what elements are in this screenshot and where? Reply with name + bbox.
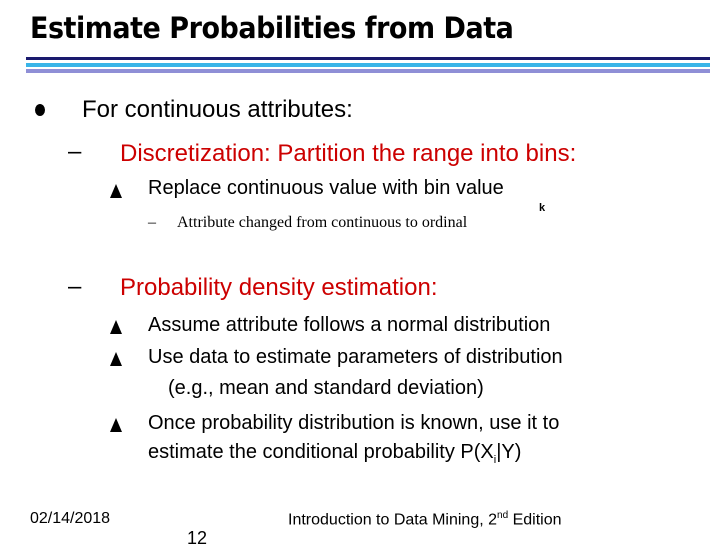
subscript-i: i [493, 454, 497, 466]
ordinal-marker: k [539, 202, 546, 214]
book-title-text: Introduction to Data Mining, 2 [288, 511, 498, 529]
triangle-bullet-icon [110, 184, 124, 198]
book-edition-sup: nd [497, 510, 509, 521]
bullet-attribute-changed: Attribute changed from continuous to ordinal [177, 214, 468, 231]
bullet-estimate-parameters-cont: (e.g., mean and standard deviation) [168, 377, 484, 399]
triangle-bullet-icon [110, 418, 124, 432]
title-rule-dark [26, 57, 710, 60]
slide-title: Estimate Probabilities from Data [30, 11, 514, 45]
discretization-description: Partition the range into bins: [270, 140, 577, 167]
dash-bullet-icon: – [148, 214, 156, 231]
triangle-bullet-icon [110, 352, 124, 366]
dash-bullet-icon: – [68, 273, 82, 300]
page-number: 12 [187, 528, 208, 548]
conditional-prob-suffix: |Y) [496, 441, 522, 463]
title-rule-cyan [26, 63, 710, 67]
footer-date: 02/14/2018 [30, 510, 111, 527]
bullet-probability-density [120, 274, 437, 302]
discretization-term: Discretization: [120, 140, 271, 167]
triangle-bullet-icon [110, 320, 124, 334]
bullet-estimate-parameters: Use data to estimate parameters of distribution [148, 346, 563, 368]
bullet-once-known: Once probability distribution is known, use it to [148, 412, 560, 434]
conditional-prob-text: estimate the conditional probability P(X [148, 441, 494, 463]
round-bullet-icon [35, 104, 45, 116]
bullet-continuous-attributes: For continuous attributes: [82, 96, 353, 123]
bullet-replace-value: Replace continuous value with bin value [148, 177, 504, 199]
bullet-assume-normal: Assume attribute follows a normal distribution [148, 314, 551, 336]
title-rule-purple [26, 69, 710, 73]
footer-book-title [288, 510, 562, 529]
probability-density-label: Probability density estimation: [120, 274, 438, 301]
bullet-conditional-probability [148, 441, 521, 466]
book-title-suffix: Edition [508, 511, 562, 529]
bullet-discretization [120, 140, 576, 168]
dash-bullet-icon: – [68, 138, 82, 165]
